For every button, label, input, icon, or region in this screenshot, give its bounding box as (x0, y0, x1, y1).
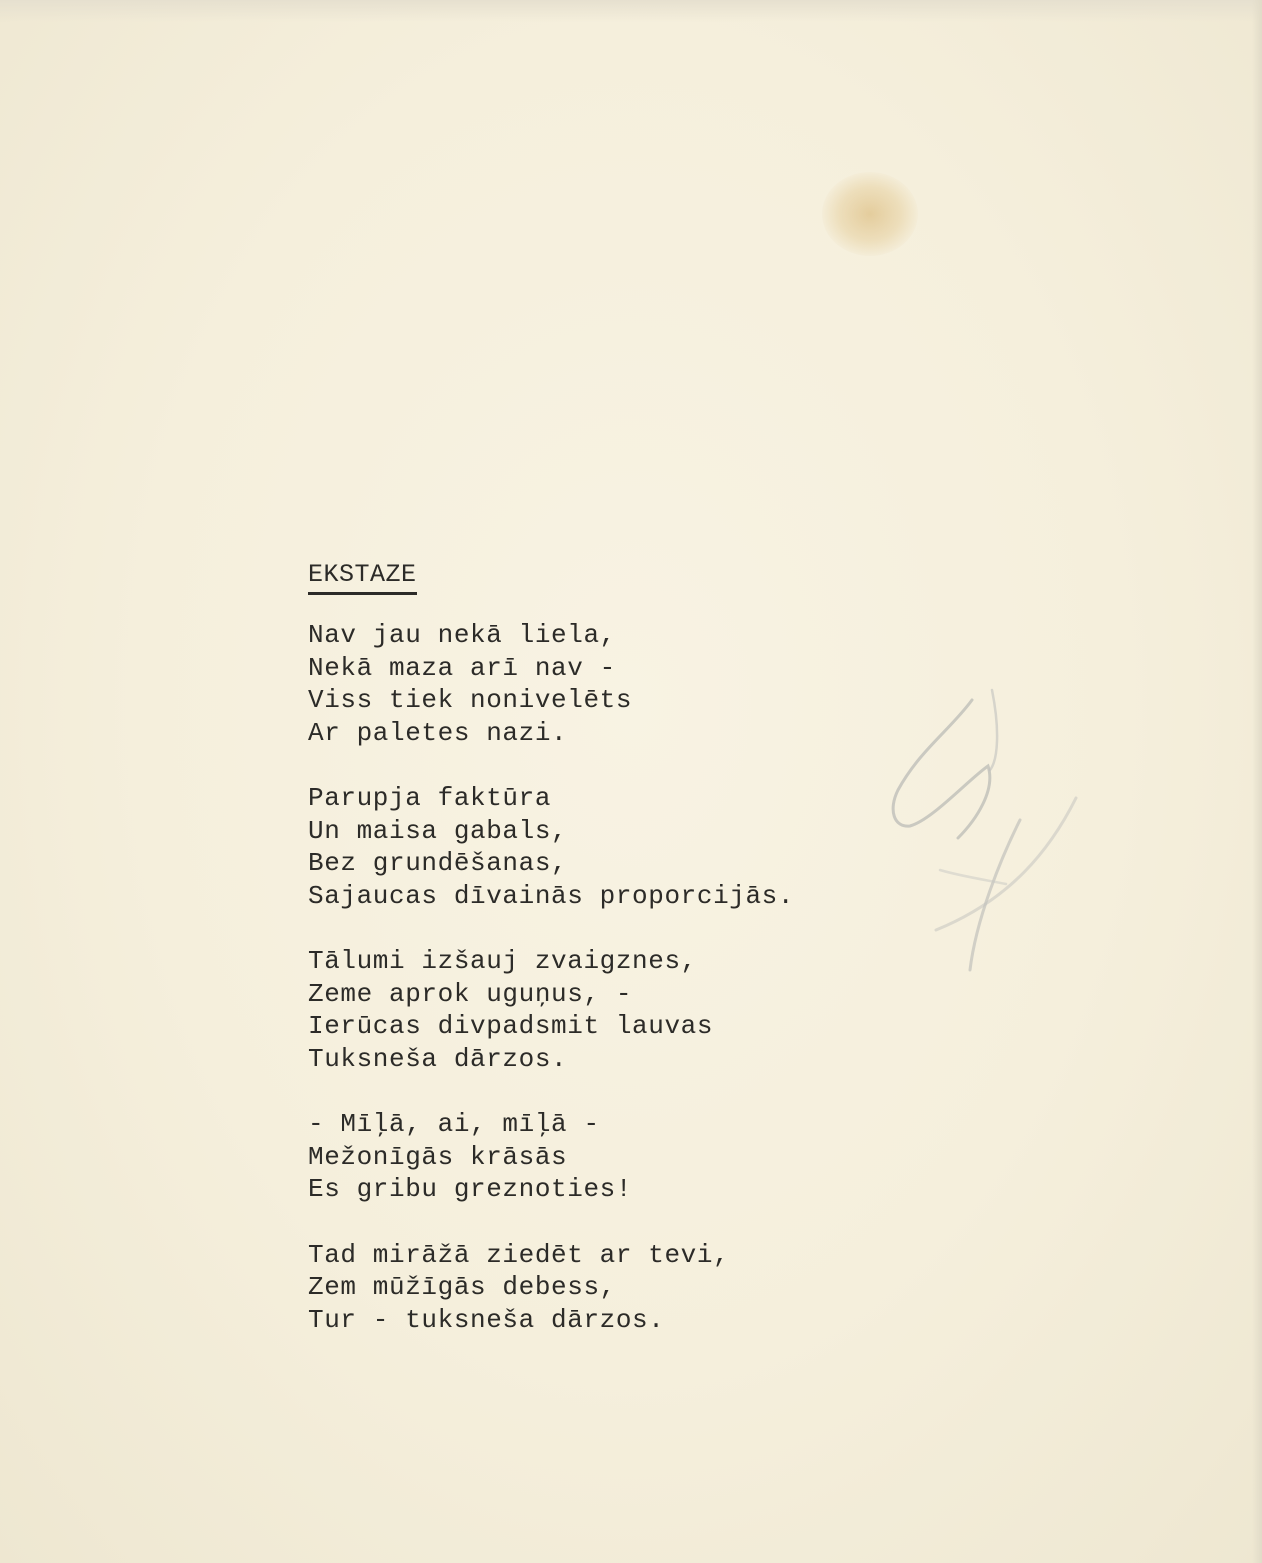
poem (308, 560, 1068, 1369)
poem-line: - Mīļā, ai, mīļā - (308, 1109, 600, 1139)
poem-line: Tad mirāžā ziedēt ar tevi, (308, 1239, 730, 1270)
poem-line: Sajaucas dīvainās proporcijās. (308, 880, 795, 911)
poem-line: Ar paletes nazi. (308, 717, 568, 748)
stanza-3 (308, 945, 1068, 1075)
poem-line: Bez grundēšanas, (308, 848, 568, 878)
poem-line: Un maisa gabals, (308, 815, 568, 846)
stanza-4 (308, 1108, 1068, 1206)
stanza-5 (308, 1239, 1068, 1337)
paper-stain (822, 172, 918, 256)
stanza-1 (308, 619, 1068, 749)
poem-line: Ierūcas divpadsmit lauvas (308, 1011, 714, 1041)
stanza-2 (308, 782, 1068, 912)
poem-line: Tālumi izšauj zvaigznes, (308, 946, 697, 976)
poem-line: Tuksneša dārzos. (308, 1043, 568, 1074)
paper-edge-right (1252, 0, 1262, 1563)
poem-title: EKSTAZE (308, 560, 417, 595)
poem-line: Mežonīgās krāsās (308, 1141, 568, 1172)
poem-line: Zem mūžīgās debess, (308, 1272, 616, 1302)
poem-line: Viss tiek nonivelēts (308, 685, 633, 715)
poem-line: Es gribu greznoties! (308, 1174, 633, 1204)
poem-line: Tur - tuksneša dārzos. (308, 1304, 665, 1335)
paper-edge-top (0, 0, 1262, 22)
poem-line: Zeme aprok uguņus, - (308, 978, 633, 1009)
poem-line: Nekā maza arī nav - (308, 652, 616, 683)
poem-line: Parupja faktūra (308, 783, 552, 813)
poem-line: Nav jau nekā liela, (308, 620, 616, 650)
